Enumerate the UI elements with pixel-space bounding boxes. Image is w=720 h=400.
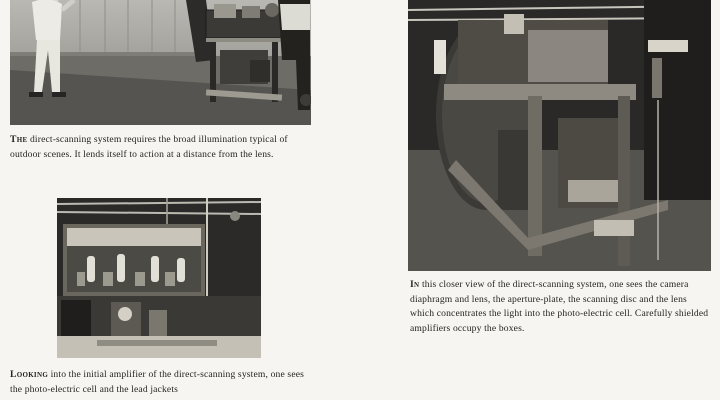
photo-scanning-closeup <box>408 0 711 271</box>
photo-initial-amplifier <box>57 198 261 358</box>
caption-lead: Looking <box>10 369 49 380</box>
figure-caption-closeup <box>410 278 710 336</box>
caption-text: direct-scanning system requires the broad illumination typical of outdoor scenes. It lends itself to action at a distance from the lens. <box>10 134 288 160</box>
photo-scanning-closeup-image <box>408 0 711 271</box>
photo-outdoor-scanning-image <box>10 0 311 125</box>
caption-lead: In <box>410 279 420 290</box>
photo-initial-amplifier-image <box>57 198 261 358</box>
caption-text: into the initial amplifier of the direct-scanning system, one sees the photo-electric cell and the lead jackets <box>10 369 305 395</box>
photo-outdoor-scanning <box>10 0 311 125</box>
figure-caption-amplifier <box>10 368 310 397</box>
figure-caption-outdoor <box>10 133 310 162</box>
caption-text: this closer view of the direct-scanning system, one sees the camera diaphragm and lens, the aperture-plate, the scanning disc and the lens which concentrates the light into the photo-electric cell. Carefully shielded amplifiers occupy the boxes. <box>410 279 709 334</box>
caption-lead: The <box>10 134 28 145</box>
